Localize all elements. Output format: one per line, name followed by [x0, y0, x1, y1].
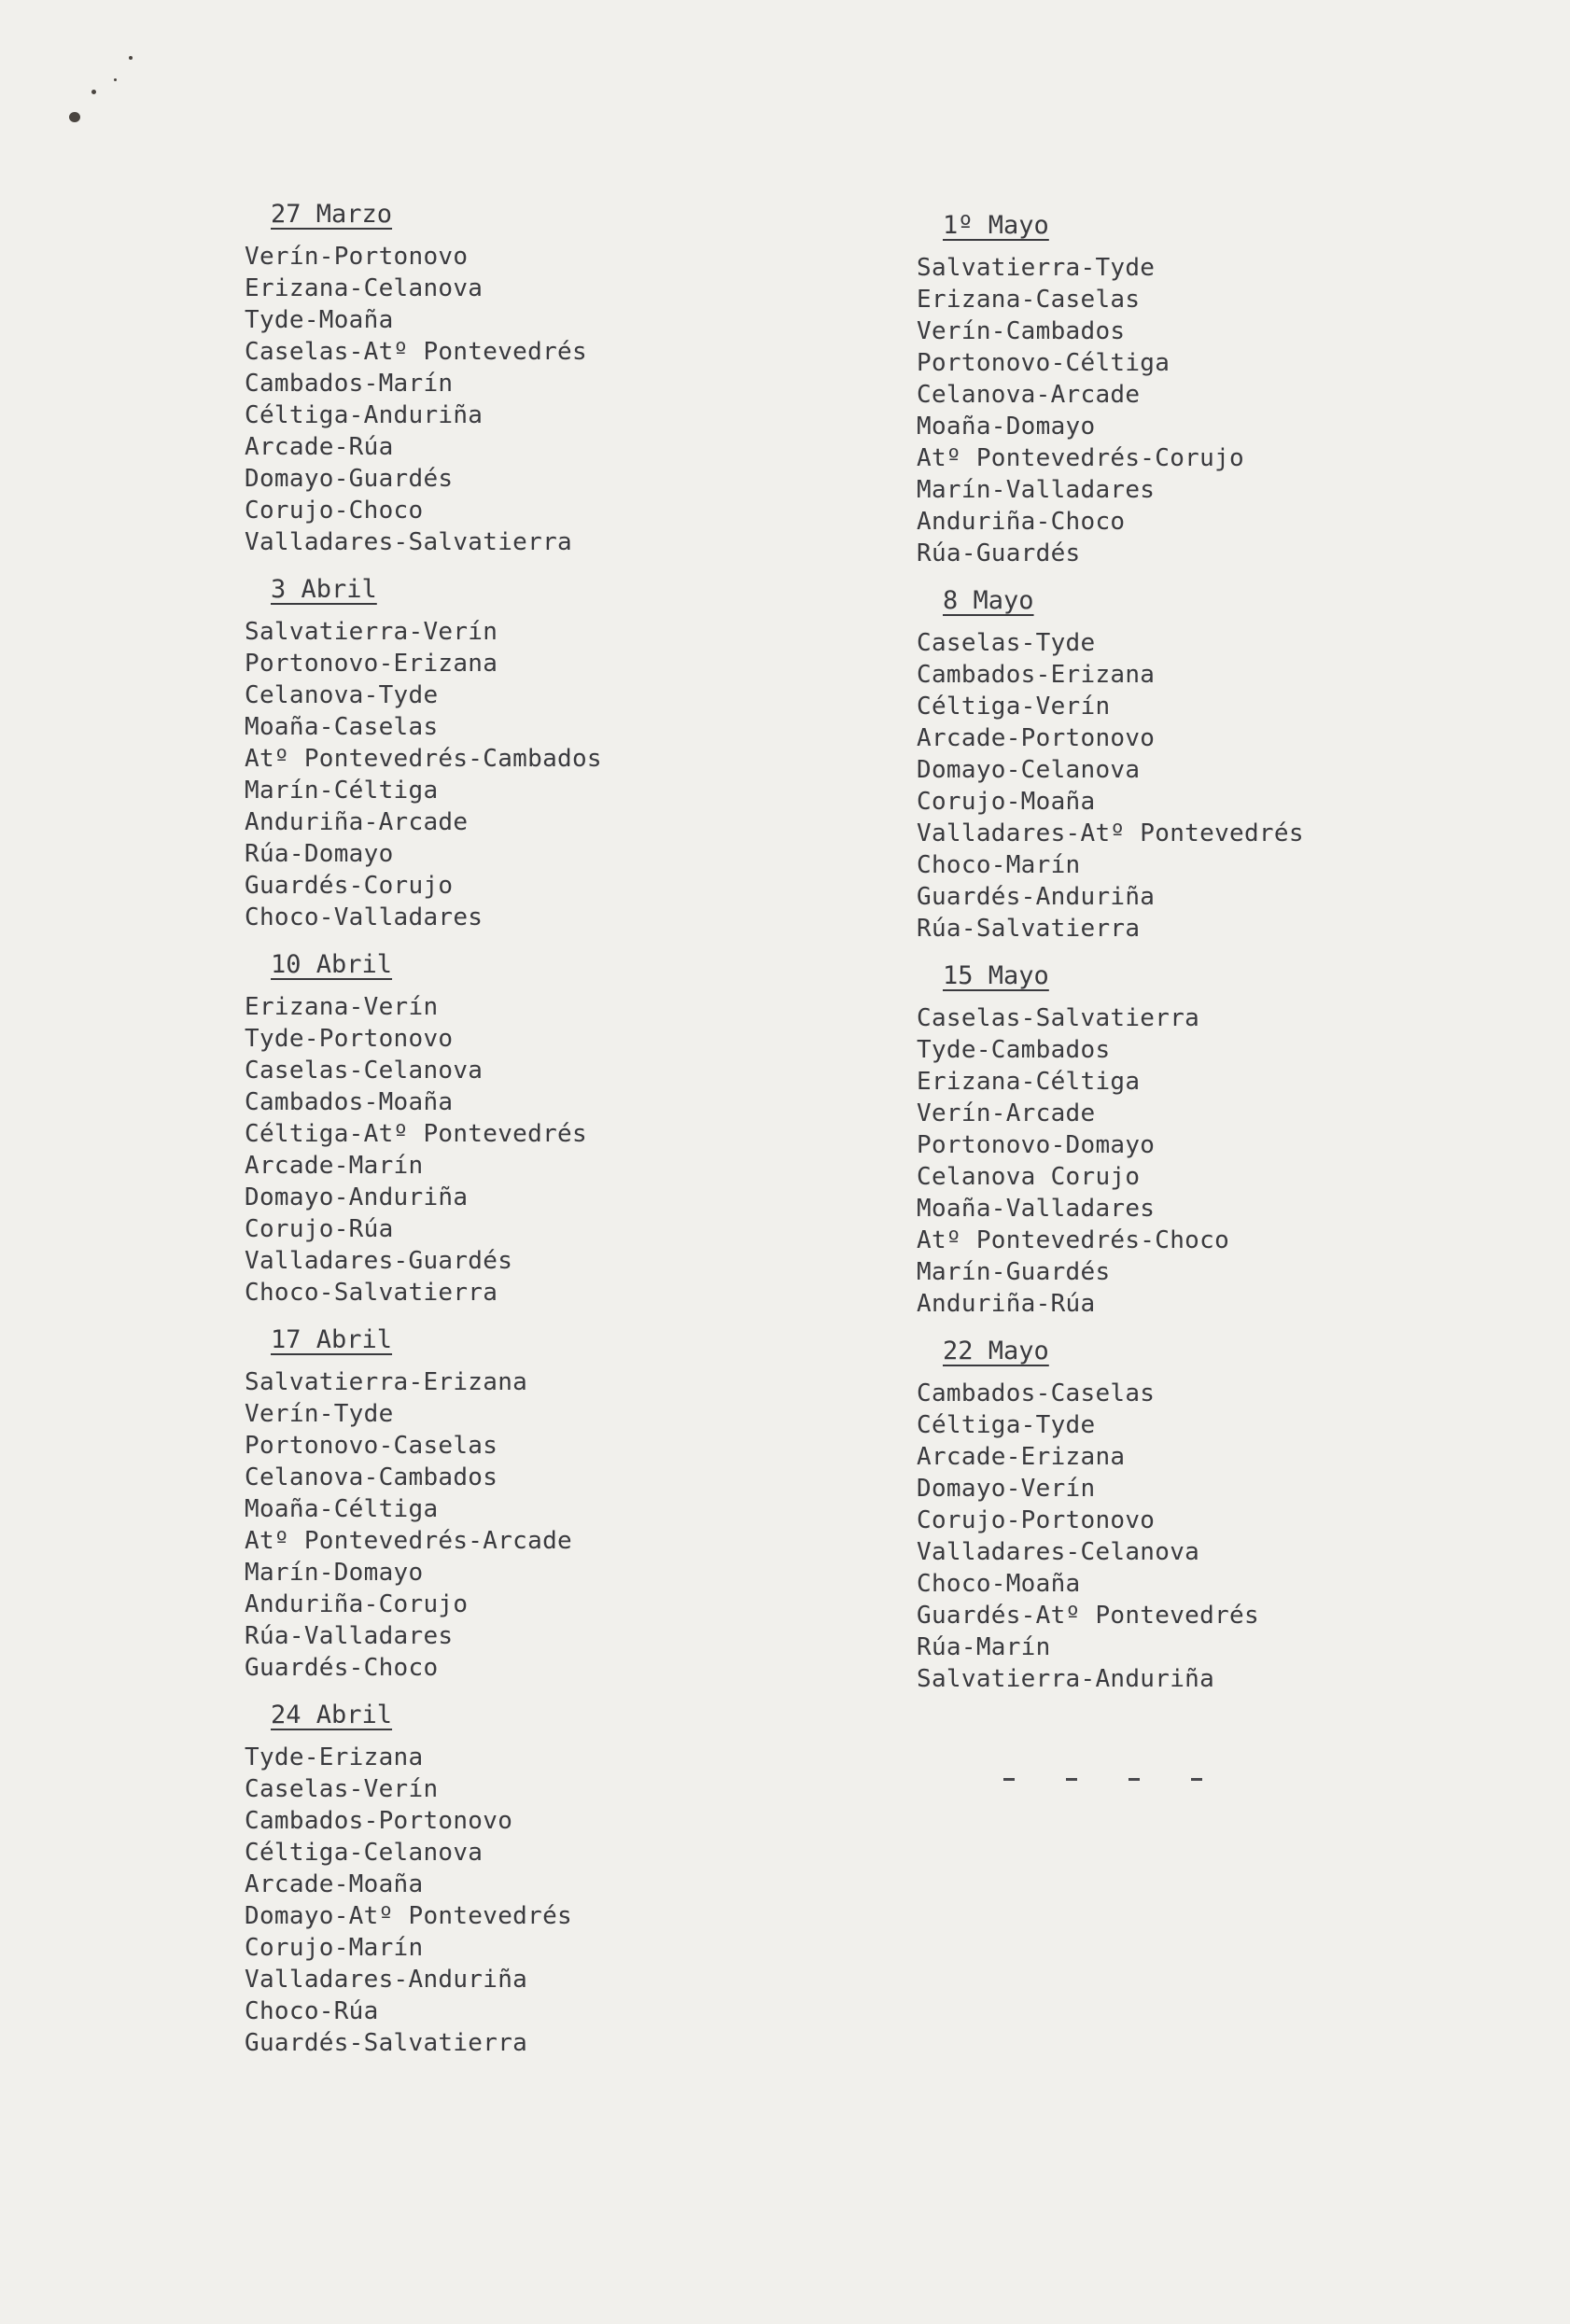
match-pairing: Tyde-Moaña	[245, 306, 394, 334]
match-pairing: Atº Pontevedrés-Arcade	[245, 1527, 572, 1555]
match-pairing: Moaña-Céltiga	[245, 1495, 439, 1523]
match-pairing: Cambados-Erizana	[917, 661, 1156, 689]
round-date: 24 Abril	[271, 1701, 393, 1729]
match-pairing: Moaña-Caselas	[245, 713, 439, 741]
round-date: 1º Mayo	[943, 211, 1049, 240]
match-pairing: Portonovo-Domayo	[917, 1131, 1156, 1159]
match-pairing: Rúa-Marín	[917, 1633, 1051, 1661]
match-pairing: Domayo-Celanova	[917, 756, 1141, 784]
fixture-round	[224, 573, 933, 933]
match-pairing: Cambados-Portonovo	[245, 1807, 513, 1835]
match-pairing: Caselas-Salvatierra	[917, 1004, 1200, 1032]
match-pairing: Céltiga-Verín	[917, 693, 1111, 721]
match-pairing: Portonovo-Caselas	[245, 1432, 498, 1460]
match-pairing: Caselas-Verín	[245, 1775, 439, 1803]
match-pairing: Cambados-Moaña	[245, 1088, 454, 1116]
match-pairing: Anduriña-Corujo	[245, 1590, 469, 1618]
match-pairing: Anduriña-Choco	[917, 508, 1126, 536]
fixture-round	[896, 584, 1570, 945]
match-pairing: Verín-Arcade	[917, 1099, 1096, 1127]
match-pairing: Corujo-Rúa	[245, 1215, 394, 1243]
match-pairing: Erizana-Céltiga	[917, 1068, 1141, 1096]
match-pairing: Arcade-Moaña	[245, 1870, 424, 1898]
match-pairing: Guardés-Corujo	[245, 872, 454, 900]
match-pairing: Marín-Domayo	[245, 1559, 424, 1587]
match-pairing: Guardés-Salvatierra	[245, 2029, 528, 2057]
round-date: 17 Abril	[271, 1325, 393, 1354]
match-pairing: Valladares-Salvatierra	[245, 528, 572, 556]
match-pairing: Celanova-Cambados	[245, 1463, 498, 1491]
match-pairing: Marín-Céltiga	[245, 777, 439, 805]
match-pairing: Rúa-Valladares	[245, 1622, 454, 1650]
match-pairing: Domayo-Anduriña	[245, 1183, 469, 1211]
match-pairing: Atº Pontevedrés-Corujo	[917, 444, 1244, 472]
match-pairing: Verín-Tyde	[245, 1400, 394, 1428]
round-date: 3 Abril	[271, 575, 377, 604]
match-pairing: Valladares-Anduriña	[245, 1966, 528, 1994]
fixture-round	[896, 1335, 1570, 1695]
match-pairing: Portonovo-Erizana	[245, 650, 498, 678]
match-pairing: Céltiga-Anduriña	[245, 401, 484, 429]
right-column	[896, 209, 1570, 1710]
match-pairing: Anduriña-Arcade	[245, 808, 469, 836]
match-pairing: Caselas-Atº Pontevedrés	[245, 338, 587, 366]
match-pairing: Arcade-Rúa	[245, 433, 394, 461]
match-pairing: Salvatierra-Tyde	[917, 254, 1156, 282]
round-date: 22 Mayo	[943, 1337, 1049, 1365]
match-pairing: Rúa-Domayo	[245, 840, 394, 868]
closing-dashes	[1003, 1767, 1254, 1785]
match-pairing: Portonovo-Céltiga	[917, 349, 1170, 377]
match-pairing: Choco-Rúa	[245, 1997, 379, 2025]
fixture-round	[896, 959, 1570, 1320]
match-pairing: Corujo-Moaña	[917, 788, 1096, 816]
round-date: 15 Mayo	[943, 961, 1049, 990]
match-pairing: Domayo-Verín	[917, 1475, 1096, 1503]
match-pairing: Valladares-Atº Pontevedrés	[917, 819, 1304, 847]
match-pairing: Arcade-Portonovo	[917, 724, 1156, 752]
match-pairing: Marín-Guardés	[917, 1258, 1111, 1286]
match-pairing: Moaña-Domayo	[917, 413, 1096, 441]
match-pairing: Guardés-Atº Pontevedrés	[917, 1602, 1259, 1630]
left-column	[224, 198, 933, 2074]
match-pairing: Celanova-Tyde	[245, 681, 439, 709]
match-pairing: Erizana-Verín	[245, 993, 439, 1021]
round-date: 8 Mayo	[943, 586, 1034, 615]
fixture-round	[896, 209, 1570, 569]
match-pairing: Rúa-Salvatierra	[917, 915, 1141, 943]
match-pairing: Guardés-Choco	[245, 1654, 439, 1682]
match-pairing: Celanova-Arcade	[917, 381, 1141, 409]
round-date: 27 Marzo	[271, 200, 393, 229]
match-pairing: Arcade-Erizana	[917, 1443, 1126, 1471]
match-pairing: Moaña-Valladares	[917, 1195, 1156, 1223]
match-pairing: Salvatierra-Erizana	[245, 1368, 528, 1396]
match-pairing: Domayo-Guardés	[245, 465, 454, 493]
match-pairing: Céltiga-Atº Pontevedrés	[245, 1120, 587, 1148]
ink-spots	[62, 54, 146, 138]
match-pairing: Atº Pontevedrés-Cambados	[245, 745, 602, 773]
match-pairing: Erizana-Caselas	[917, 286, 1141, 314]
match-pairing: Guardés-Anduriña	[917, 883, 1156, 911]
round-date: 10 Abril	[271, 950, 393, 979]
fixture-round	[224, 198, 933, 558]
match-pairing: Tyde-Portonovo	[245, 1025, 454, 1053]
match-pairing: Cambados-Marín	[245, 370, 454, 398]
match-pairing: Tyde-Cambados	[917, 1036, 1111, 1064]
match-pairing: Choco-Moaña	[917, 1570, 1081, 1598]
match-pairing: Corujo-Marín	[245, 1934, 424, 1962]
match-pairing: Arcade-Marín	[245, 1152, 424, 1180]
match-pairing: Choco-Salvatierra	[245, 1279, 498, 1307]
match-pairing: Rúa-Guardés	[917, 539, 1081, 567]
match-pairing: Choco-Valladares	[245, 903, 484, 931]
match-pairing: Celanova Corujo	[917, 1163, 1141, 1191]
match-pairing: Tyde-Erizana	[245, 1743, 424, 1771]
match-pairing: Caselas-Tyde	[917, 629, 1096, 657]
match-pairing: Corujo-Choco	[245, 497, 424, 525]
match-pairing: Salvatierra-Verín	[245, 618, 498, 646]
fixture-round	[224, 1323, 933, 1684]
match-pairing: Choco-Marín	[917, 851, 1081, 879]
fixture-round	[224, 948, 933, 1309]
match-pairing: Verín-Portonovo	[245, 243, 469, 271]
match-pairing: Corujo-Portonovo	[917, 1506, 1156, 1534]
fixture-round	[224, 1699, 933, 2059]
match-pairing: Erizana-Celanova	[245, 274, 484, 302]
match-pairing: Anduriña-Rúa	[917, 1290, 1096, 1318]
match-pairing: Cambados-Caselas	[917, 1379, 1156, 1407]
match-pairing: Verín-Cambados	[917, 317, 1126, 345]
match-pairing: Valladares-Guardés	[245, 1247, 513, 1275]
match-pairing: Céltiga-Celanova	[245, 1839, 484, 1867]
match-pairing: Atº Pontevedrés-Choco	[917, 1226, 1230, 1254]
match-pairing: Salvatierra-Anduriña	[917, 1665, 1215, 1693]
match-pairing: Domayo-Atº Pontevedrés	[245, 1902, 572, 1930]
match-pairing: Valladares-Celanova	[917, 1538, 1200, 1566]
match-pairing: Céltiga-Tyde	[917, 1411, 1096, 1439]
match-pairing: Marín-Valladares	[917, 476, 1156, 504]
match-pairing: Caselas-Celanova	[245, 1057, 484, 1085]
